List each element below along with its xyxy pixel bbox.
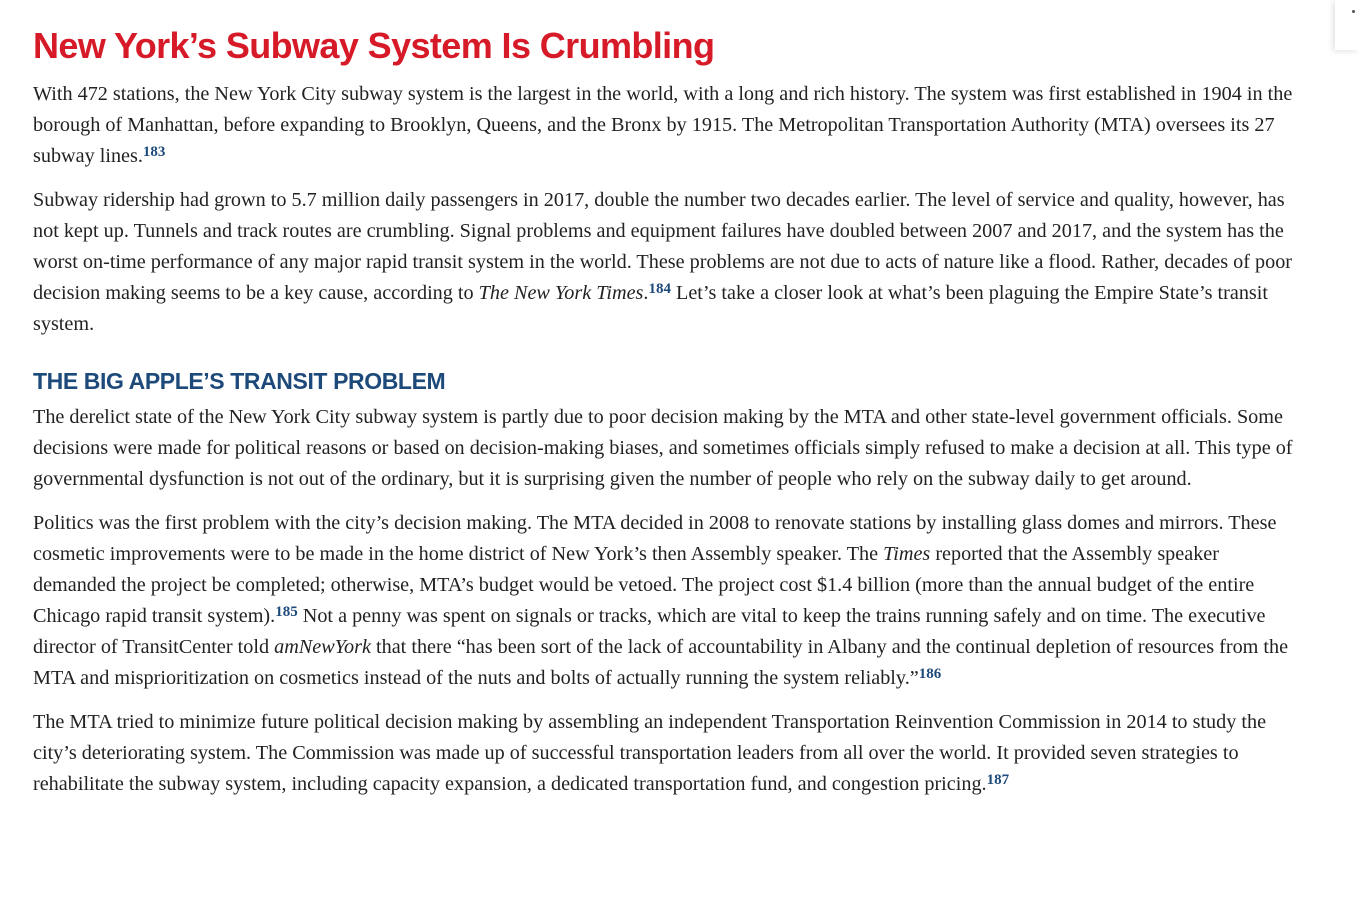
paragraph-text: Politics was the first problem with the city’s decision making. The MTA decided in 2008 to renovate stations by installing glass domes and mirrors. These cosmetic improvements were to be made in the home district of New York’s then Assembly speaker. The [33, 512, 1277, 565]
paragraph-text: With 472 stations, the New York City subway system is the largest in the world, with a long and rich history. The system was first established in 1904 in the borough of Manhattan, before expanding to Brooklyn, Queens, and the Bronx by 1915. The Metropolitan Transportation Authority (MTA) oversees its 27 subway lines. [33, 83, 1293, 167]
footnote-ref-186[interactable]: 186 [918, 666, 942, 682]
paragraph-text: reported that the Assembly speaker demanded the project be completed; otherwise, MTA’s budget would be vetoed. The project cost $1.4 billion (more than the annual budget of the entire Chicago rapid transit system). [33, 543, 1255, 627]
publication-name: amNewYork [274, 636, 371, 658]
paragraph-text: Let’s take a closer look at what’s been plaguing the Empire State’s transit system. [33, 282, 1268, 335]
paragraph-derelict: The derelict state of the New York City subway system is partly due to poor decision making by the MTA and other state-level government officials. Some decisions were made for political reasons or based on decision-making biases, and sometimes officials simply refused to make a decision at all. This type of governmental dysfunction is not out of the ordinary, but it is surprising given the number of people who rely on the subway daily to get around. [33, 406, 1293, 490]
paragraph-ridership [33, 185, 1301, 340]
footnote-ref-184[interactable]: 184 [648, 281, 671, 297]
paragraph-text: . [643, 282, 649, 304]
footnote-ref-185[interactable]: 185 [275, 604, 298, 620]
paragraph-commission [33, 707, 1301, 800]
paragraph-text: that there “has been sort of the lack of accountability in Albany and the continual depletion of resources from the MTA and misprioritization on cosmetics instead of the nuts and bolts of actually running the system reliably.” [33, 636, 1289, 689]
publication-name: Times [883, 543, 931, 565]
footnote-ref-187[interactable]: 187 [986, 772, 1010, 788]
footnote-ref-183[interactable]: 183 [142, 144, 166, 160]
paragraph-intro [33, 79, 1301, 172]
publication-name: The New York Times [478, 282, 644, 304]
dot-icon [1352, 10, 1355, 13]
paragraph-text: Subway ridership had grown to 5.7 million daily passengers in 2017, double the number two decades earlier. The level of service and quality, however, has not kept up. Tunnels and track routes are crumbling. Signal problems and equipment failures have doubled between 2007 and 2017, and the system has the worst on-time performance of any major rapid transit system in the world. These problems are not due to acts of nature like a flood. Rather, decades of poor decision making seems to be a key cause, according to [33, 189, 1293, 304]
paragraph-text: Not a penny was spent on signals or tracks, which are vital to keep the trains running safely and on time. The executive director of TransitCenter told [33, 605, 1266, 658]
paragraph-text: The MTA tried to minimize future political decision making by assembling an independent Transportation Reinvention Commission in 2014 to study the city’s deteriorating system. The Commission was made up of successful transportation leaders from all over the world. It provided seven strategies to rehabilitate the subway system, including capacity expansion, a dedicated transportation fund, and congestion pricing. [33, 711, 1267, 795]
paragraph-politics [33, 508, 1301, 694]
article-body [33, 22, 1301, 813]
section-heading: THE BIG APPLE’S TRANSIT PROBLEM [33, 368, 446, 394]
scroll-tab[interactable] [1335, 0, 1359, 50]
page-title: New York’s Subway System Is Crumbling [33, 25, 715, 66]
